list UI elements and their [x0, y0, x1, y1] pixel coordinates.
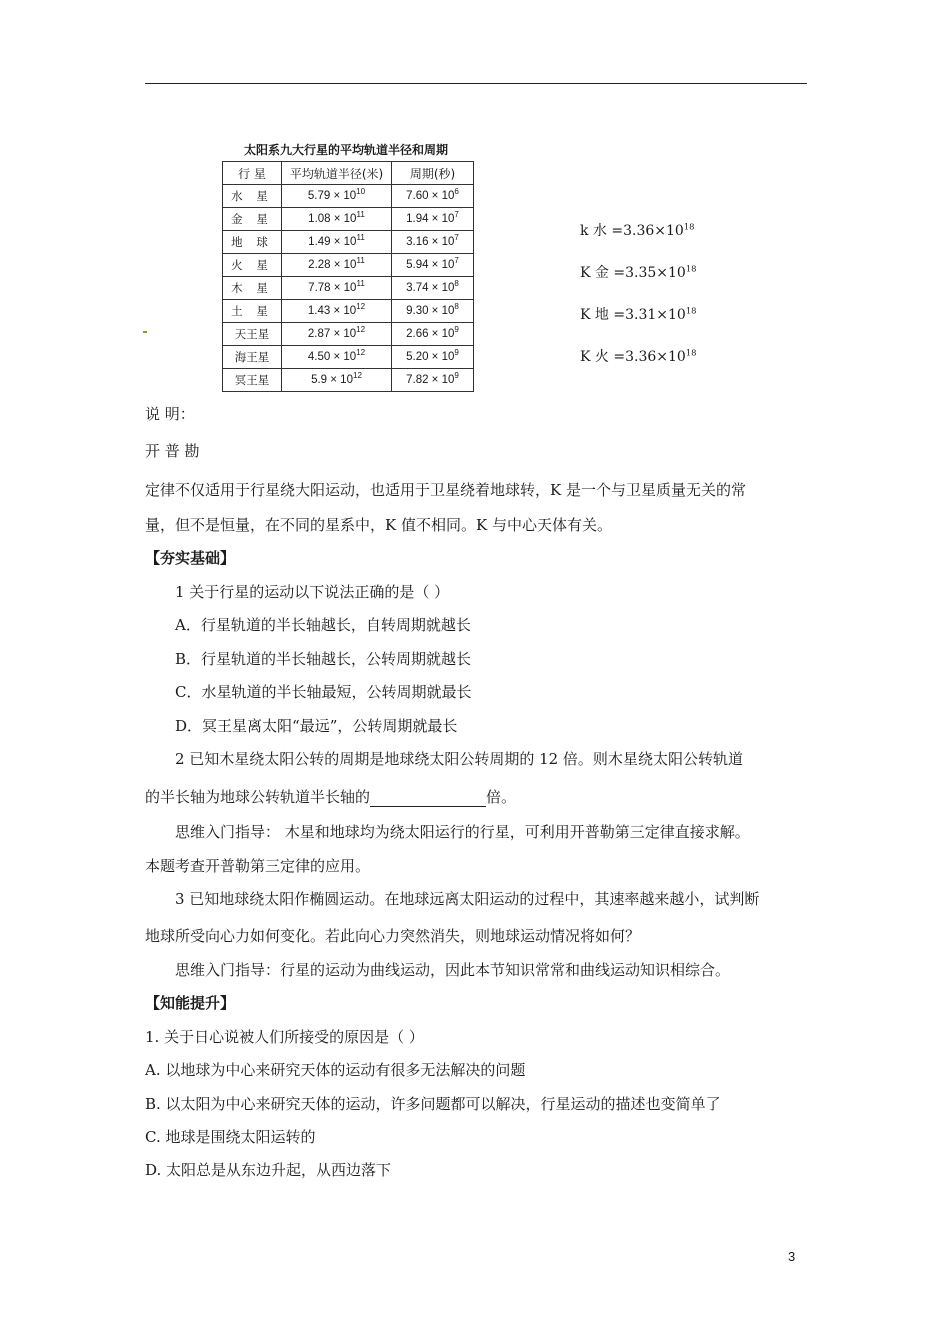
orbit-period: $5.94 \times 10^7$ [392, 254, 474, 277]
planet-name: 天王星 [223, 323, 282, 346]
k-venus: K 金 $=3.35\times 10^{18}$ [580, 263, 697, 281]
question-1: 1 关于行星的运动以下说法正确的是（ ） [175, 583, 450, 601]
header-period: 周期(秒) [392, 162, 474, 185]
question-3-line-2: 地球所受向心力如何变化。若此向心力突然消失，则地球运动情况将如何？ [145, 927, 641, 945]
header-radius: 平均轨道半径(米) [282, 162, 392, 185]
table-row [223, 208, 474, 231]
orbit-period: $5.20 \times 10^9$ [392, 346, 474, 369]
q1-option-a: A．行星轨道的半长轴越长，自转周期就越长 [175, 616, 471, 634]
advanced-question-1: 1. 关于日心说被人们所接受的原因是（ ） [145, 1028, 424, 1046]
planet-table [222, 161, 474, 392]
advanced-option-b: B. 以太阳为中心来研究天体的运动，许多问题都可以解决，行星运动的描述也变简单了 [145, 1095, 721, 1113]
question-2-line-2: 的半长轴为地球公转轨道半长轴的 倍。 [145, 788, 517, 806]
table-row [223, 300, 474, 323]
table-row [223, 346, 474, 369]
orbit-radius: $2.28 \times 10^{11}$ [282, 254, 392, 277]
orbit-radius: $5.79 \times 10^{10}$ [282, 185, 392, 208]
orbit-period: $3.16 \times 10^7$ [392, 231, 474, 254]
orbit-radius: $1.43 \times 10^{12}$ [282, 300, 392, 323]
k-mars: K 火 $=3.36\times 10^{18}$ [580, 347, 697, 365]
kepler-name: 开 普 勘 [145, 442, 200, 460]
page-number: 3 [788, 1249, 796, 1264]
advanced-option-c: C. 地球是围绕太阳运转的 [145, 1128, 316, 1146]
header-rule [145, 83, 807, 84]
table-row [223, 231, 474, 254]
orbit-radius: $1.08 \times 10^{11}$ [282, 208, 392, 231]
table-row [223, 185, 474, 208]
header-planet: 行 星 [223, 162, 282, 185]
orbit-period: $7.60 \times 10^6$ [392, 185, 474, 208]
orbit-radius: $4.50 \times 10^{12}$ [282, 346, 392, 369]
table-row [223, 277, 474, 300]
q2-hint-line-1: 思维入门指导： 木星和地球均为绕太阳运行的行星，可利用开普勒第三定律直接求解。 [175, 823, 750, 841]
planet-name: 海王星 [223, 346, 282, 369]
explain-paragraph-1: 定律不仅适用于行星绕大阳运动，也适用于卫星绕着地球转，K 是一个与卫星质量无关的常 [145, 481, 746, 499]
planet-name: 地 球 [223, 231, 282, 254]
orbit-radius: $5.9 \times 10^{12}$ [282, 369, 392, 392]
table-header-row [223, 162, 474, 185]
table-title: 太阳系九大行星的平均轨道半径和周期 [243, 143, 448, 157]
section-heading-basics: 【夯实基础】 [145, 549, 236, 567]
planet-name: 火 星 [223, 254, 282, 277]
q3-hint: 思维入门指导：行星的运动为曲线运动，因此本节知识常常和曲线运动知识相综合。 [175, 961, 731, 979]
planet-name: 金 星 [223, 208, 282, 231]
q1-option-d: D．冥王星离太阳“最远”，公转周期就最长 [175, 717, 458, 735]
orbit-radius: $1.49 \times 10^{11}$ [282, 231, 392, 254]
q1-option-c: C．水星轨道的半长轴最短，公转周期就最长 [175, 683, 472, 701]
question-3-line-1: 3 已知地球绕太阳作椭圆运动。在地球远离太阳运动的过程中，其速率越来越小，试判断 [175, 890, 760, 908]
explain-heading: 说 明： [145, 405, 195, 423]
answer-blank[interactable] [370, 791, 486, 807]
orbit-period: $1.94 \times 10^7$ [392, 208, 474, 231]
advanced-option-d: D. 太阳总是从东边升起，从西边落下 [145, 1161, 392, 1179]
orbit-period: $7.82 \times 10^9$ [392, 369, 474, 392]
planet-name: 土 星 [223, 300, 282, 323]
q1-option-b: B．行星轨道的半长轴越长，公转周期就越长 [175, 650, 472, 668]
k-earth: K 地 $=3.31\times 10^{18}$ [580, 305, 697, 323]
planet-name: 冥王星 [223, 369, 282, 392]
q2-hint-line-2: 本题考查开普勒第三定律的应用。 [145, 857, 371, 875]
question-2-line-1: 2 已知木星绕太阳公转的周期是地球绕太阳公转周期的 12 倍。则木星绕太阳公转轨道 [175, 750, 743, 768]
orbit-radius: $7.78 \times 10^{11}$ [282, 277, 392, 300]
section-heading-advanced: 【知能提升】 [145, 994, 236, 1012]
stray-mark [143, 331, 147, 333]
k-mercury: k 水 $=3.36\times 10^{18}$ [580, 221, 695, 239]
advanced-option-a: A. 以地球为中心来研究天体的运动有很多无法解决的问题 [145, 1061, 526, 1079]
table-row [223, 369, 474, 392]
planet-name: 水 星 [223, 185, 282, 208]
orbit-period: $9.30 \times 10^8$ [392, 300, 474, 323]
orbit-period: $2.66 \times 10^9$ [392, 323, 474, 346]
orbit-period: $3.74 \times 10^8$ [392, 277, 474, 300]
table-row [223, 323, 474, 346]
table-row [223, 254, 474, 277]
explain-paragraph-2: 量，但不是恒量，在不同的星系中，K 值不相同。K 与中心天体有关。 [145, 516, 612, 534]
orbit-radius: $2.87 \times 10^{12}$ [282, 323, 392, 346]
planet-name: 木 星 [223, 277, 282, 300]
